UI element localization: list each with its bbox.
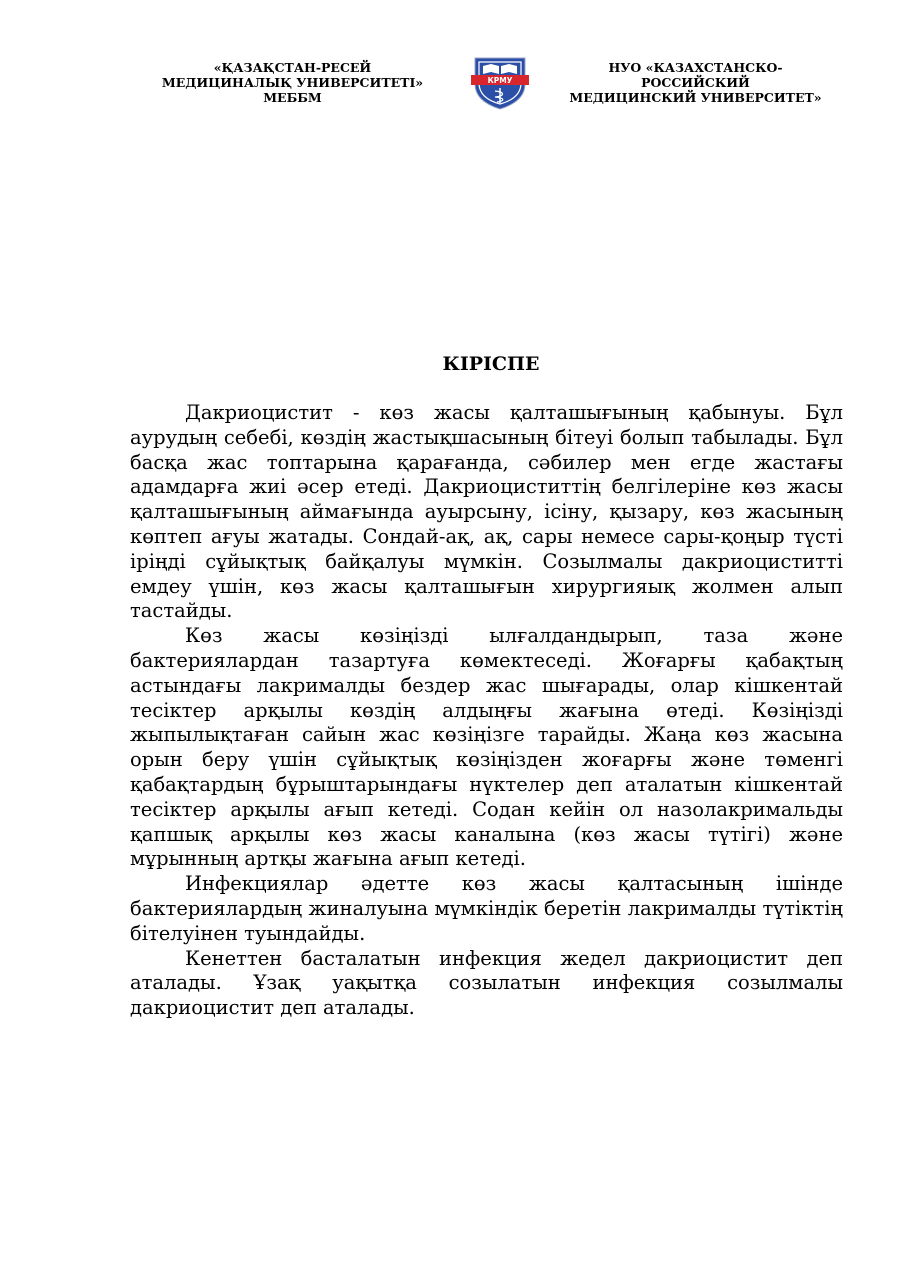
- paragraph-2: Көз жасы көзіңізді ылғалдандырып, таза және бактериялардан тазартуға көмектеседі. Жоғарғы қабақтың астындағы лакрималды бездер жас шығарады, олар кішкентай тесіктер арқылы көздің алдыңғы жағына өтеді. Көзіңізді жыпылықтаған сайын жас көзіңізге тарайды. Жаңа көз жасына орын беру үшін сұйықтық көзіңізден жоғарғы және төменгі қабақтардың бұрыштарындағы нүктелер деп аталатын кішкентай тесіктер арқылы ағып кетеді. Содан кейін ол назолакримальды қапшық арқылы көз жасы каналына (көз жасы түтігі) және мұрынның артқы жағына ағып кетеді.: [130, 624, 843, 871]
- header-right-line-2: РОССИЙСКИЙ: [641, 75, 750, 90]
- header-right-line-3: МЕДИЦИНСКИЙ УНИВЕРСИТЕТ»: [569, 90, 822, 105]
- paragraph-3: Инфекциялар әдетте көз жасы қалтасының ішінде бактериялардың жиналуына мүмкіндік беретін лакрималды түтіктің бітелуінен туындайды.: [130, 872, 843, 945]
- header-left-line-1: «ҚАЗАҚСТАН-РЕСЕЙ: [213, 60, 372, 75]
- paragraph-1: Дакриоцистит - көз жасы қалташығының қабынуы. Бұл аурудың себебі, көздің жастықшасының бітеуі болып табылады. Бұл басқа жас топтарына қарағанда, сәбилер мен егде жастағы адамдарға жиі әсер етеді. Дакриоциститтің белгілеріне көз жасы қалташығының аймағында ауырсыну, ісіну, қызару, көз жасының көптеп ағуы жатады. Сондай-ақ, ақ, сары немесе сары-қоңыр түсті іріңді сұйықтық байқалуы мүмкін. Созылмалы дакриоциститті емдеу үшін, көз жасы қалташығын хирургияық жолмен алып тастайды.: [130, 401, 843, 623]
- logo-text: КРМУ: [487, 76, 513, 86]
- university-logo-icon: [469, 54, 531, 110]
- paragraph-4: Кенеттен басталатын инфекция жедел дакриоцистит деп аталады. Ұзақ уақытқа созылатын инфекция созылмалы дакриоцистит деп аталады.: [130, 946, 843, 1020]
- header-right-line-1: НУО «КАЗАХСТАНСКО-: [608, 60, 783, 75]
- document-body: [130, 401, 843, 1021]
- header-university-kazakh: [140, 60, 445, 105]
- page-title: КІРІСПЕ: [442, 353, 540, 375]
- header-university-russian: [548, 60, 843, 105]
- header-left-line-2: МЕДИЦИНАЛЫҚ УНИВЕРСИТЕТІ»: [161, 75, 424, 90]
- header-left-line-3: МЕББМ: [263, 90, 322, 105]
